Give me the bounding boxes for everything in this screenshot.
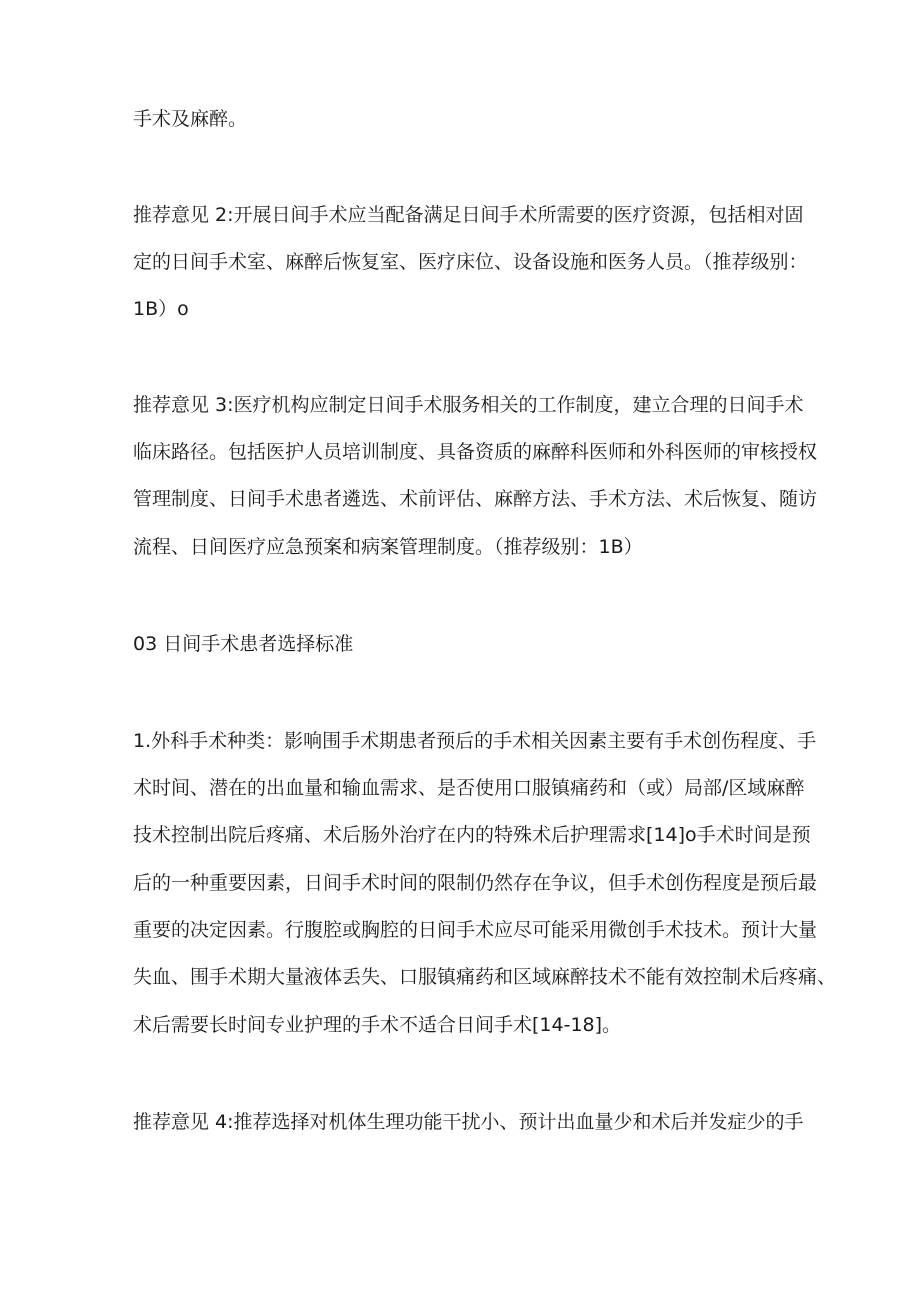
text-line: 推荐意见 4:推荐选择对机体生理功能干扰小、预计出血量少和术后并发症少的手 (133, 1111, 804, 1133)
text-line: 重要的决定因素。行腹腔或胸腔的日间手术应尽可能采用微创手术技术。预计大量 (133, 919, 818, 941)
text-line: 1.外科手术种类：影响围手术期患者预后的手术相关因素主要有手术创伤程度、手 (133, 730, 817, 752)
text-line: 推荐意见 3:医疗机构应制定日间手术服务相关的工作制度，建立合理的日间手术 (133, 394, 804, 416)
text-line: 技术控制出院后疼痛、术后肠外治疗在内的特殊术后护理需求[14]o手术时间是预 (133, 824, 811, 846)
text-line: 1B）o (133, 298, 189, 320)
text-line: 流程、日间医疗应急预案和病案管理制度。（推荐级别：1B） (133, 536, 643, 558)
text-line: 术时间、潜在的出血量和输血需求、是否使用口服镇痛药和（或）局部/区域麻醉 (133, 777, 805, 799)
section-heading: 03 日间手术患者选择标准 (133, 633, 354, 655)
text-line: 失血、围手术期大量液体丢失、口服镇痛药和区域麻醉技术不能有效控制术后疼痛、 (133, 966, 837, 988)
text-line: 术后需要长时间专业护理的手术不适合日间手术[14-18]。 (133, 1014, 622, 1036)
text-line: 推荐意见 2:开展日间手术应当配备满足日间手术所需要的医疗资源，包括相对固 (133, 204, 804, 226)
text-line: 定的日间手术室、麻醉后恢复室、医疗床位、设备设施和医务人员。（推荐级别： (133, 251, 808, 273)
text-line: 管理制度、日间手术患者遴选、术前评估、麻醉方法、手术方法、术后恢复、随访 (133, 488, 818, 510)
text-line: 手术及麻醉。 (133, 108, 248, 130)
text-line: 临床路径。包括医护人员培训制度、具备资质的麻醉科医师和外科医师的审核授权 (133, 441, 818, 463)
text-line: 后的一种重要因素，日间手术时间的限制仍然存在争议，但手术创伤程度是预后最 (133, 872, 818, 894)
